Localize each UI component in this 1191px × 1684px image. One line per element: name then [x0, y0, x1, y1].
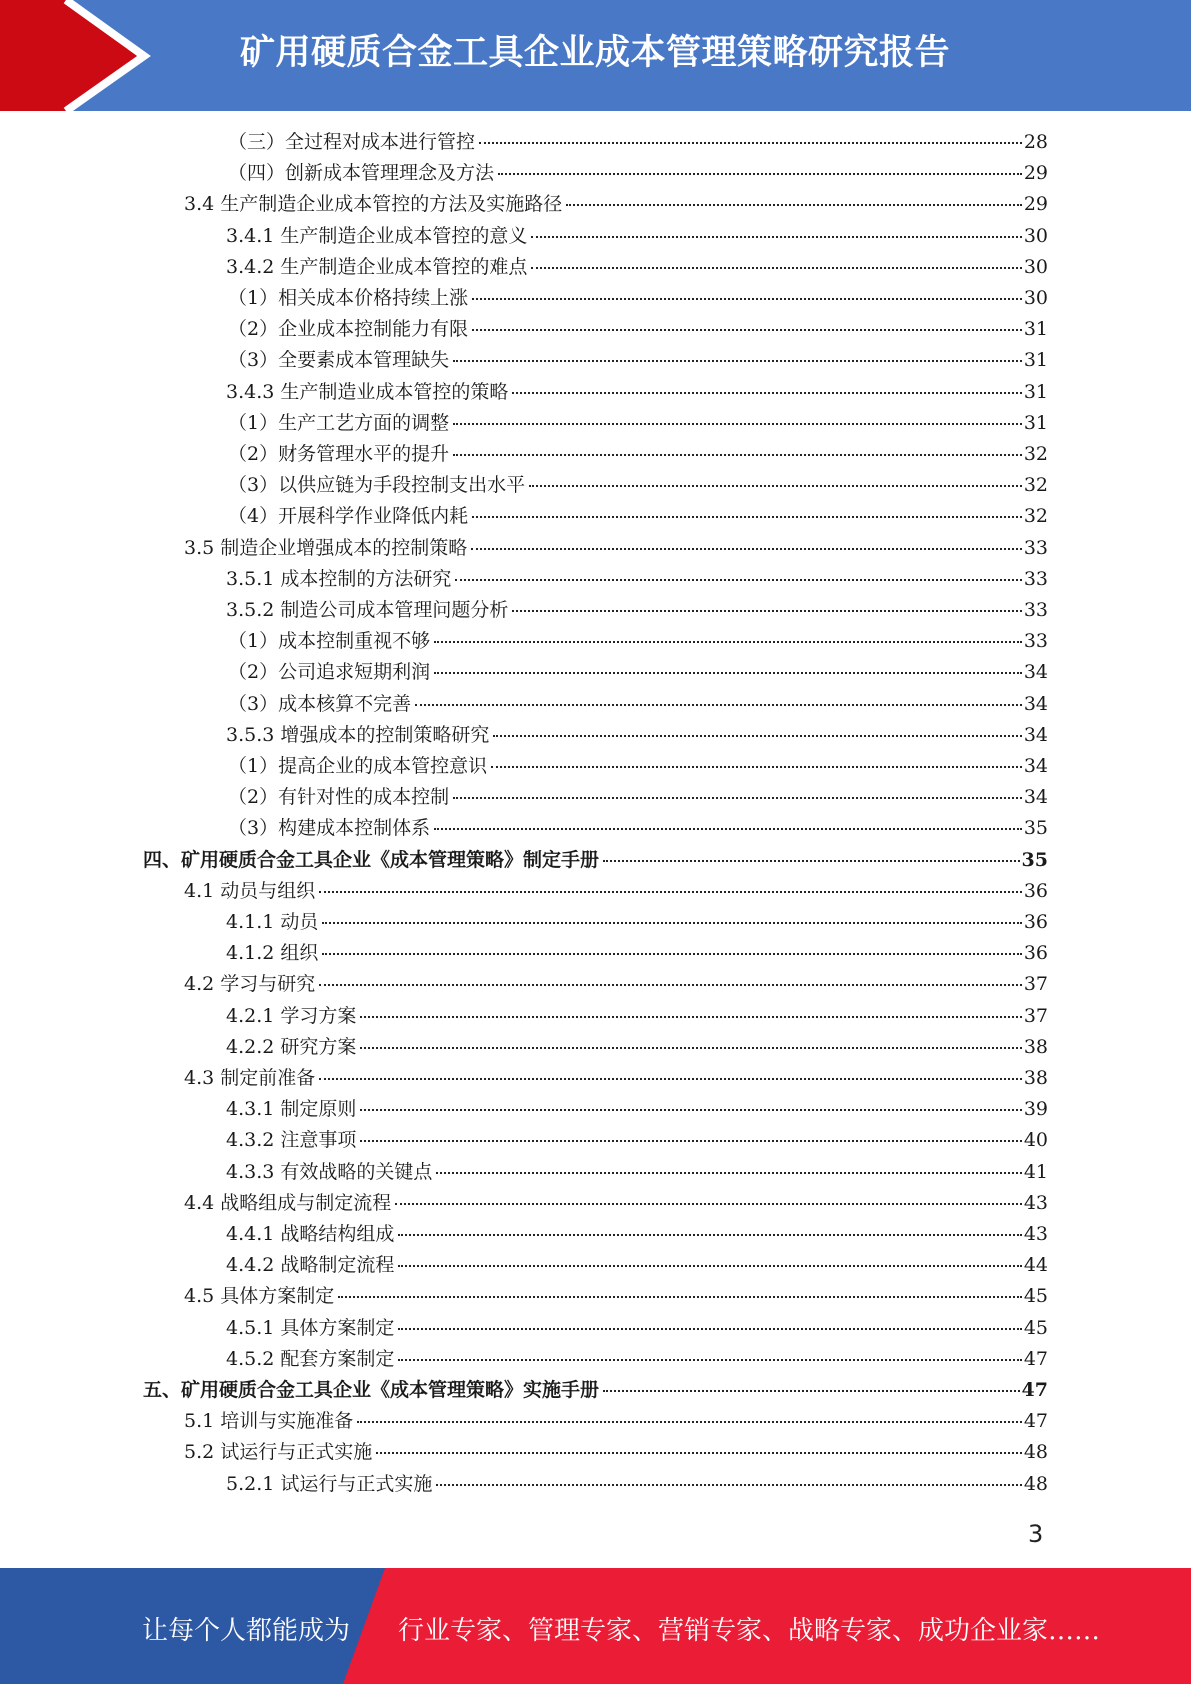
toc-dot-leader — [357, 1421, 1022, 1423]
toc-page-number: 47 — [1023, 1410, 1048, 1433]
toc-dot-leader — [453, 423, 1022, 425]
toc-row[interactable] — [226, 1032, 1048, 1063]
toc-entry-label: 4.1 动员与组织 — [184, 879, 316, 902]
toc-entry-label: 4.1.1 动员 — [226, 911, 319, 933]
toc-dot-leader — [338, 1296, 1022, 1298]
toc-page-number: 41 — [1023, 1160, 1048, 1183]
toc-row[interactable] — [228, 158, 1048, 189]
toc-entry-label: 4.2.1 学习方案 — [226, 1004, 357, 1027]
toc-entry-label: 3.4.3 生产制造业成本管控的策略 — [226, 380, 509, 403]
toc-dot-leader — [453, 360, 1022, 362]
toc-row[interactable] — [184, 189, 1048, 220]
toc-row[interactable] — [226, 1313, 1048, 1344]
toc-row[interactable] — [228, 127, 1048, 158]
toc-row[interactable] — [184, 533, 1048, 564]
toc-page-number: 34 — [1023, 755, 1048, 777]
toc-dot-leader — [531, 267, 1021, 269]
toc-row[interactable] — [228, 657, 1048, 688]
toc-entry-label: （2）公司追求短期利润 — [228, 661, 431, 684]
toc-page-number: 28 — [1023, 131, 1048, 153]
toc-entry-label: 4.3.2 注意事项 — [226, 1129, 357, 1152]
toc-row[interactable] — [228, 470, 1048, 501]
toc-entry-label: （1）相关成本价格持续上涨 — [228, 287, 469, 309]
toc-row[interactable] — [226, 720, 1048, 751]
toc-entry-label: 3.5.1 成本控制的方法研究 — [226, 567, 452, 590]
toc-entry-label: 4.4.1 战略结构组成 — [226, 1223, 395, 1245]
toc-page-number: 45 — [1023, 1285, 1048, 1308]
toc-row[interactable] — [184, 1188, 1048, 1219]
toc-page-number: 29 — [1023, 193, 1048, 216]
toc-entry-label: 3.5 制造企业增强成本的控制策略 — [184, 536, 468, 559]
toc-entry-label: 3.5.3 增强成本的控制策略研究 — [226, 723, 490, 746]
toc-row[interactable] — [226, 1125, 1048, 1156]
toc-page-number: 32 — [1023, 505, 1048, 528]
toc-dot-leader — [529, 485, 1022, 487]
toc-row[interactable] — [226, 595, 1048, 626]
toc-entry-label: 5.1 培训与实施准备 — [184, 1410, 354, 1433]
toc-page-number: 47 — [1021, 1379, 1048, 1401]
toc-row[interactable] — [228, 626, 1048, 657]
toc-dot-leader — [436, 1172, 1021, 1174]
toc-row[interactable] — [228, 439, 1048, 470]
toc-page-number: 47 — [1023, 1347, 1048, 1370]
toc-page-number: 48 — [1023, 1441, 1048, 1464]
toc-page-number: 33 — [1023, 630, 1048, 653]
toc-page-number: 30 — [1023, 287, 1048, 309]
toc-row[interactable] — [226, 1219, 1048, 1250]
toc-page-number: 29 — [1023, 162, 1048, 185]
toc-entry-label: 4.3 制定前准备 — [184, 1067, 316, 1089]
toc-dot-leader — [453, 454, 1022, 456]
toc-entry-label: 4.2.2 研究方案 — [226, 1035, 357, 1058]
toc-entry-label: 5.2 试运行与正式实施 — [184, 1441, 373, 1464]
toc-entry-label: 3.4.1 生产制造企业成本管控的意义 — [226, 224, 528, 247]
toc-dot-leader — [395, 1203, 1022, 1205]
toc-page-number: 36 — [1023, 879, 1048, 902]
toc-page-number: 30 — [1023, 255, 1048, 278]
toc-page-number: 43 — [1023, 1191, 1048, 1214]
toc-dot-leader — [376, 1452, 1022, 1454]
toc-chapter-row[interactable] — [143, 1375, 1048, 1406]
toc-dot-leader — [603, 1390, 1020, 1392]
toc-entry-label: （3）全要素成本管理缺失 — [228, 349, 450, 372]
toc-entry-label: （3）成本核算不完善 — [228, 692, 412, 715]
toc-page-number: 30 — [1023, 224, 1048, 247]
toc-page-number: 43 — [1023, 1223, 1048, 1245]
toc-entry-label: 4.4.2 战略制定流程 — [226, 1254, 395, 1277]
toc-dot-leader — [479, 142, 1022, 144]
toc-dot-leader — [603, 860, 1020, 862]
toc-row[interactable] — [228, 813, 1048, 844]
toc-row[interactable] — [184, 1437, 1048, 1468]
toc-row[interactable] — [184, 969, 1048, 1000]
toc-dot-leader — [322, 953, 1021, 955]
toc-page-number: 37 — [1023, 1004, 1048, 1027]
toc-dot-leader — [471, 548, 1022, 550]
toc-dot-leader — [360, 1047, 1021, 1049]
toc-page-number: 36 — [1023, 942, 1048, 965]
toc-page-number: 45 — [1023, 1316, 1048, 1339]
toc-row[interactable] — [228, 314, 1048, 345]
toc-entry-label: 3.4.2 生产制造企业成本管控的难点 — [226, 255, 528, 278]
toc-page-number: 38 — [1023, 1067, 1048, 1089]
toc-entry-label: 4.5 具体方案制定 — [184, 1285, 335, 1308]
toc-row[interactable] — [226, 1001, 1048, 1032]
toc-entry-label: 4.5.2 配套方案制定 — [226, 1347, 395, 1370]
toc-dot-leader — [434, 672, 1022, 674]
toc-page-number: 33 — [1023, 536, 1048, 559]
toc-row[interactable] — [226, 1157, 1048, 1188]
toc-page-number: 31 — [1023, 318, 1048, 341]
document-title: 矿用硬质合金工具企业成本管理策略研究报告 — [240, 33, 951, 73]
toc-dot-leader — [398, 1328, 1021, 1330]
toc-row[interactable] — [184, 1406, 1048, 1437]
toc-entry-label: （2）财务管理水平的提升 — [228, 443, 450, 465]
toc-page-number: 32 — [1023, 443, 1048, 465]
toc-row[interactable] — [228, 782, 1048, 813]
toc-entry-label: 5.2.1 试运行与正式实施 — [226, 1472, 433, 1495]
toc-row[interactable] — [226, 1250, 1048, 1281]
toc-dot-leader — [434, 828, 1022, 830]
toc-row[interactable] — [228, 283, 1048, 314]
toc-page-number: 35 — [1023, 817, 1048, 840]
toc-page-number: 34 — [1023, 786, 1048, 809]
toc-dot-leader — [360, 1140, 1021, 1142]
toc-entry-label: 4.3.1 制定原则 — [226, 1098, 357, 1121]
toc-row[interactable] — [228, 751, 1048, 782]
toc-entry-label: （2）有针对性的成本控制 — [228, 786, 450, 809]
toc-page-number: 34 — [1023, 661, 1048, 684]
toc-row[interactable] — [226, 564, 1048, 595]
toc-row[interactable] — [226, 938, 1048, 969]
toc-row[interactable] — [184, 1063, 1048, 1094]
toc-page-number: 32 — [1023, 474, 1048, 497]
toc-row[interactable] — [226, 1344, 1048, 1375]
toc-page-number: 33 — [1023, 567, 1048, 590]
toc-entry-label: 3.4 生产制造企业成本管控的方法及实施路径 — [184, 193, 563, 216]
toc-dot-leader — [498, 173, 1022, 175]
toc-row[interactable] — [226, 907, 1048, 938]
toc-entry-label: 3.5.2 制造公司成本管理问题分析 — [226, 599, 509, 621]
toc-entry-label: （1）提高企业的成本管控意识 — [228, 755, 488, 777]
toc-dot-leader — [319, 891, 1022, 893]
toc-dot-leader — [512, 610, 1021, 612]
toc-dot-leader — [398, 1265, 1021, 1267]
toc-page-number: 31 — [1023, 349, 1048, 372]
toc-page-number: 34 — [1023, 692, 1048, 715]
toc-entry-label: （2）企业成本控制能力有限 — [228, 318, 469, 341]
toc-row[interactable] — [226, 221, 1048, 252]
toc-page-number: 40 — [1023, 1129, 1048, 1152]
toc-entry-label: 五、矿用硬质合金工具企业《成本管理策略》实施手册 — [143, 1379, 600, 1401]
toc-dot-leader — [455, 579, 1021, 581]
toc-dot-leader — [472, 516, 1022, 518]
toc-entry-label: 4.1.2 组织 — [226, 942, 319, 965]
toc-row[interactable] — [184, 876, 1048, 907]
toc-entry-label: （3）构建成本控制体系 — [228, 817, 431, 840]
toc-row[interactable] — [226, 1469, 1048, 1500]
toc-page-number: 39 — [1023, 1098, 1048, 1121]
toc-entry-label: （三）全过程对成本进行管控 — [228, 131, 476, 153]
toc-entry-label: （1）成本控制重视不够 — [228, 630, 431, 653]
toc-entry-label: （1）生产工艺方面的调整 — [228, 411, 450, 434]
toc-dot-leader — [322, 922, 1021, 924]
toc-dot-leader — [360, 1016, 1021, 1018]
toc-dot-leader — [436, 1484, 1021, 1486]
toc-dot-leader — [453, 797, 1022, 799]
toc-page-number: 44 — [1023, 1254, 1048, 1277]
toc-page-number: 34 — [1023, 723, 1048, 746]
toc-entry-label: 4.5.1 具体方案制定 — [226, 1316, 395, 1339]
toc-entry-label: 4.4 战略组成与制定流程 — [184, 1191, 392, 1214]
toc-row[interactable] — [228, 408, 1048, 439]
toc-dot-leader — [415, 704, 1022, 706]
toc-row[interactable] — [226, 1094, 1048, 1125]
toc-row[interactable] — [228, 501, 1048, 532]
toc-entry-label: 4.2 学习与研究 — [184, 973, 316, 996]
toc-dot-leader — [319, 1078, 1022, 1080]
toc-page-number: 33 — [1023, 599, 1048, 621]
toc-row[interactable] — [226, 377, 1048, 408]
toc-row[interactable] — [226, 252, 1048, 283]
toc-entry-label: 四、矿用硬质合金工具企业《成本管理策略》制定手册 — [143, 848, 600, 871]
toc-row[interactable] — [184, 1281, 1048, 1312]
toc-entry-label: 4.3.3 有效战略的关键点 — [226, 1160, 433, 1183]
toc-page-number: 35 — [1021, 848, 1048, 871]
footer-slogan-right: 行业专家、管理专家、营销专家、战略专家、成功企业家…… — [398, 1616, 1101, 1646]
toc-entry-label: （4）开展科学作业降低内耗 — [228, 505, 469, 528]
header-banner — [0, 0, 1191, 111]
toc-dot-leader — [472, 298, 1022, 300]
toc-chapter-row[interactable] — [143, 845, 1048, 876]
toc-page-number: 37 — [1023, 973, 1048, 996]
footer-slogan-left: 让每个人都能成为 — [142, 1616, 351, 1646]
footer-banner — [0, 1568, 1191, 1684]
toc-dot-leader — [319, 984, 1022, 986]
toc-entry-label: （四）创新成本管理理念及方法 — [228, 162, 495, 185]
toc-dot-leader — [398, 1234, 1021, 1236]
toc-dot-leader — [566, 204, 1022, 206]
toc-page-number: 48 — [1023, 1472, 1048, 1495]
toc-dot-leader — [491, 766, 1022, 768]
toc-page-number: 36 — [1023, 911, 1048, 933]
toc-dot-leader — [512, 392, 1021, 394]
toc-dot-leader — [360, 1109, 1021, 1111]
toc-row[interactable] — [228, 689, 1048, 720]
toc-dot-leader — [472, 329, 1022, 331]
toc-dot-leader — [434, 641, 1022, 643]
toc-page-number: 31 — [1023, 411, 1048, 434]
toc-entry-label: （3）以供应链为手段控制支出水平 — [228, 474, 526, 497]
toc-dot-leader — [493, 735, 1021, 737]
toc-row[interactable] — [228, 345, 1048, 376]
toc-dot-leader — [531, 236, 1021, 238]
toc-dot-leader — [398, 1359, 1021, 1361]
toc-page-number: 38 — [1023, 1035, 1048, 1058]
toc-page-number: 31 — [1023, 380, 1048, 403]
page-number: 3 — [1028, 1520, 1044, 1548]
